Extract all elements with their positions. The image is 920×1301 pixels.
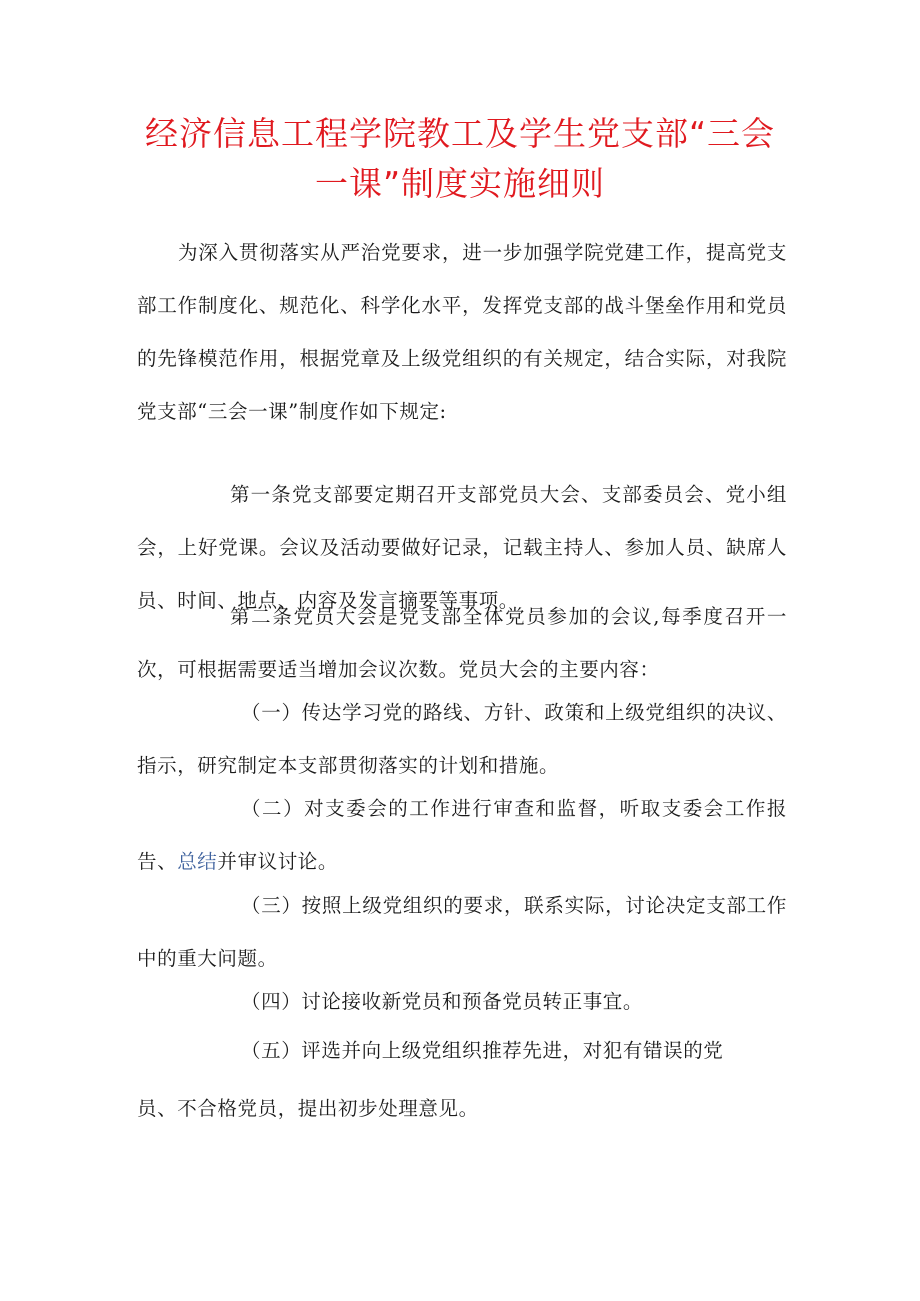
document-title-line-1: 经济信息工程学院教工及学生党支部“三会: [144, 114, 776, 153]
item-1-paragraph: （一）传达学习党的路线、方针、政策和上级党组织的决议、指示，研究制定本支部贯彻落实的计划和措施。: [137, 701, 787, 777]
item-5-line-1: （五）评选并向上级党组织推荐先进，对犯有错误的党: [241, 1039, 724, 1062]
item-2-text-before: （二）对支委会的工作进行审查和监督，听取支委会工作报告、: [137, 797, 787, 873]
article-1-paragraph: 第一条党支部要定期召开支部党员大会、支部委员会、党小组会，上好党课。会议及活动要做好记录，记载主持人、参加人员、缺席人员、时间、地点、内容及发言摘要等事项。: [137, 483, 787, 612]
item-5-line-2: 员、不合格党员，提出初步处理意见。: [137, 1097, 479, 1120]
intro-paragraph: 为深入贯彻落实从严治党要求，进一步加强学院党建工作，提高党支部工作制度化、规范化、科学化水平，发挥党支部的战斗堡垒作用和党员的先锋模范作用，根据党章及上级党组织的有关规定，结合实际，对我院党支部“三会一课”制度作如下规定:: [137, 241, 787, 423]
item-4-paragraph: （四）讨论接收新党员和预备党员转正事宜。: [241, 990, 644, 1013]
item-3-paragraph: （三）按照上级党组织的要求，联系实际，讨论决定支部工作中的重大问题。: [137, 894, 787, 970]
document-title-line-2: 一课”制度实施细则: [314, 164, 606, 203]
item-2-paragraph: [137, 782, 787, 888]
item-2-text-after: 并审议讨论。: [217, 850, 339, 873]
summary-link[interactable]: 总结: [177, 850, 218, 873]
article-2-paragraph: 第二条党员大会是党支部全体党员参加的会议,每季度召开一次，可根据需要适当增加会议次数。党员大会的主要内容：: [137, 605, 787, 681]
